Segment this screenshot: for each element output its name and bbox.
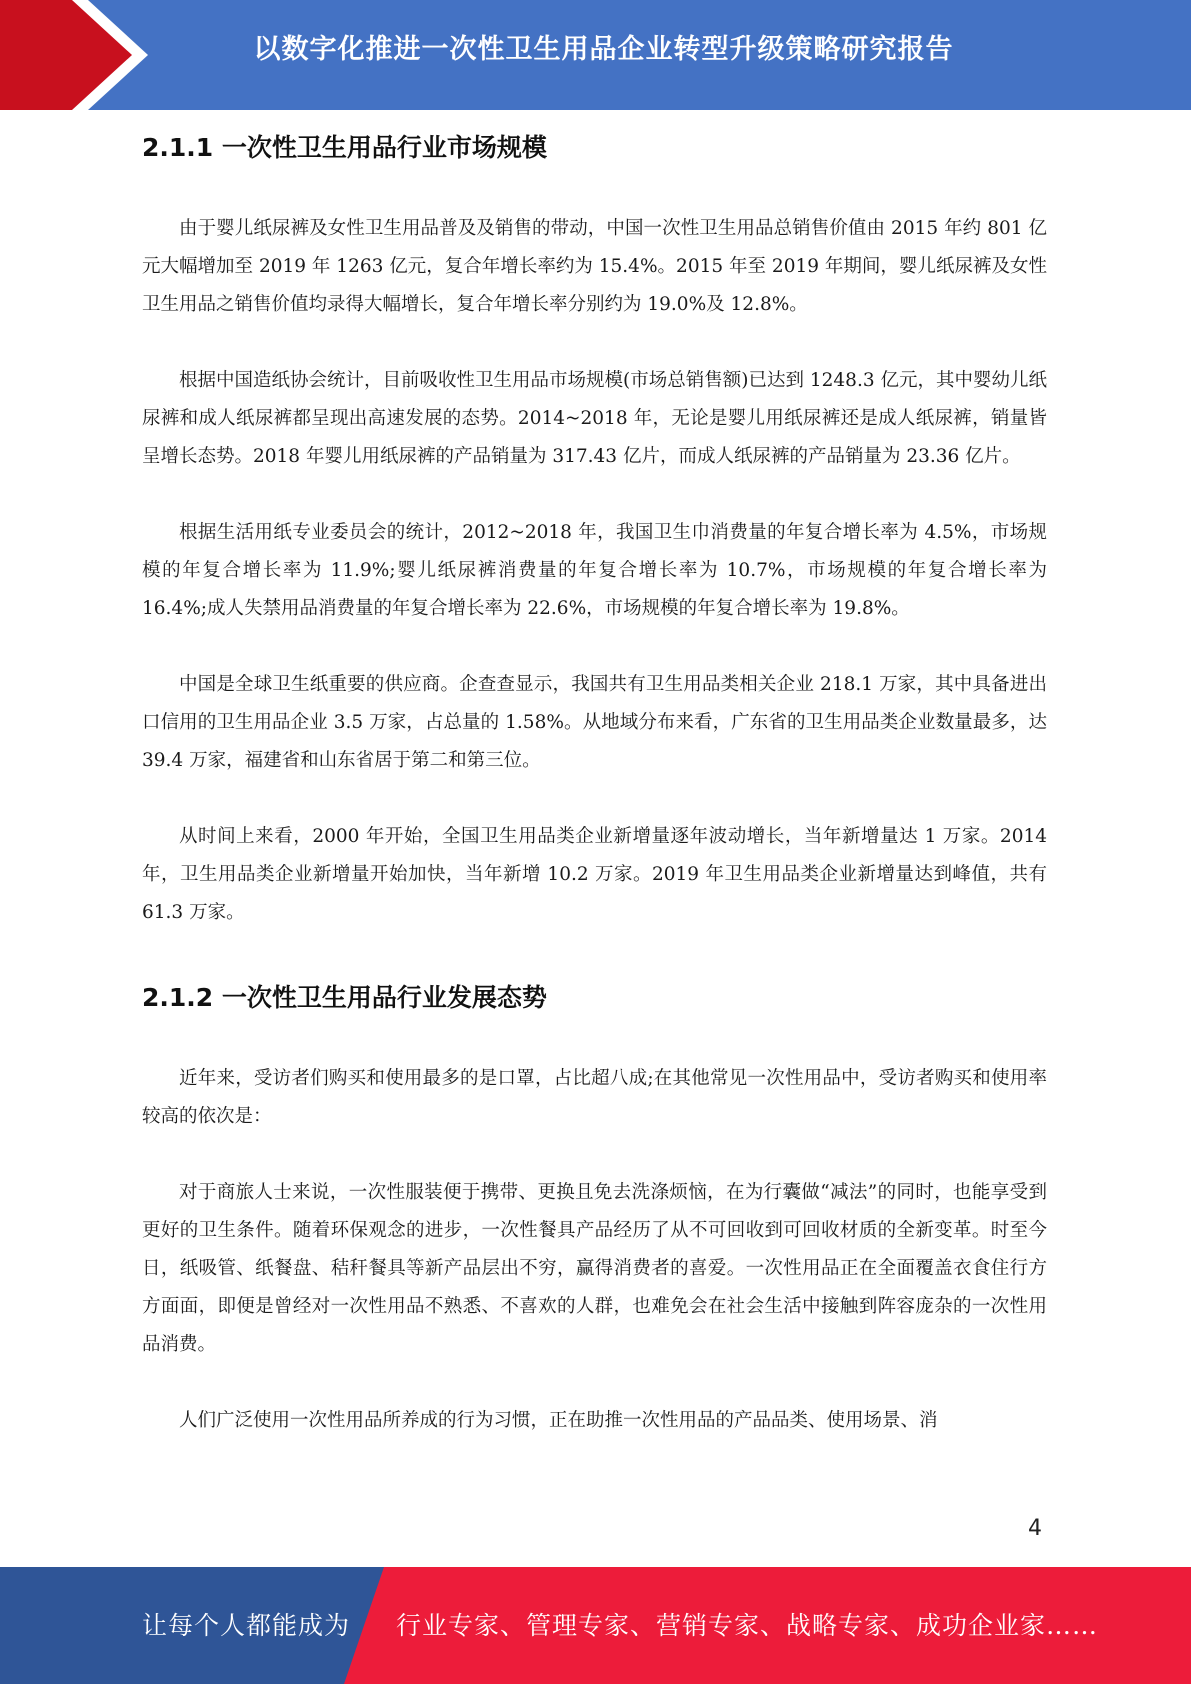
footer-slogan-left: 让每个人都能成为 — [142, 1611, 351, 1640]
footer-slogan-right: 行业专家、管理专家、营销专家、战略专家、成功企业家…… — [396, 1611, 1099, 1640]
paragraph: 对于商旅人士来说，一次性服装便于携带、更换且免去洗涤烦恼，在为行囊做“减法”的同时，也能享受到更好的卫生条件。随着环保观念的进步，一次性餐具产品经历了从不可回收到可回收材质的全新变革。时至今日，纸吸管、纸餐盘、秸秆餐具等新产品层出不穷，赢得消费者的喜爱。一次性用品正在全面覆盖衣食住行方方面面，即便是曾经对一次性用品不熟悉、不喜欢的人群，也难免会在社会生活中接触到阵容庞杂的一次性用品消费。 — [142, 1182, 1047, 1355]
paragraph: 根据生活用纸专业委员会的统计，2012~2018 年，我国卫生巾消费量的年复合增长率为 4.5%，市场规模的年复合增长率为 11.9%;婴儿纸尿裤消费量的年复合增长率为 10.7%，市场规模的年复合增长率为 16.4%;成人失禁用品消费量的年复合增长率为 22.6%，市场规模的年复合增长率为 19.8%。 — [142, 522, 1047, 619]
paragraph: 近年来，受访者们购买和使用最多的是口罩，占比超八成;在其他常见一次性用品中，受访者购买和使用率较高的依次是： — [142, 1068, 1047, 1127]
page-number: 4 — [1028, 1516, 1042, 1541]
page-content — [142, 120, 1047, 1478]
paragraph: 人们广泛使用一次性用品所养成的行为习惯，正在助推一次性用品的产品品类、使用场景、消 — [179, 1410, 938, 1431]
paragraph: 从时间上来看，2000 年开始，全国卫生用品类企业新增量逐年波动增长，当年新增量达 1 万家。2014 年，卫生用品类企业新增量开始加快，当年新增 10.2 万家。2019 年卫生用品类企业新增量达到峰值，共有 61.3 万家。 — [142, 826, 1047, 923]
section-heading-2-1-2: 2.1.2 一次性卫生用品行业发展态势 — [142, 983, 547, 1012]
paragraph: 中国是全球卫生纸重要的供应商。企查查显示，我国共有卫生用品类相关企业 218.1 万家，其中具备进出口信用的卫生用品企业 3.5 万家，占总量的 1.58%。从地域分布来看，广东省的卫生用品类企业数量最多，达 39.4 万家，福建省和山东省居于第二和第三位。 — [142, 674, 1047, 771]
page-header — [0, 0, 1191, 110]
paragraph: 根据中国造纸协会统计，目前吸收性卫生用品市场规模(市场总销售额)已达到 1248.3 亿元，其中婴幼儿纸尿裤和成人纸尿裤都呈现出高速发展的态势。2014~2018 年，无论是婴儿用纸尿裤还是成人纸尿裤，销量皆呈增长态势。2018 年婴儿用纸尿裤的产品销量为 317.43 亿片，而成人纸尿裤的产品销量为 23.36 亿片。 — [142, 370, 1047, 467]
report-title: 以数字化推进一次性卫生用品企业转型升级策略研究报告 — [253, 34, 954, 65]
paragraph: 由于婴儿纸尿裤及女性卫生用品普及及销售的带动，中国一次性卫生用品总销售价值由 2015 年约 801 亿元大幅增加至 2019 年 1263 亿元，复合年增长率约为 15.4%。2015 年至 2019 年期间，婴儿纸尿裤及女性卫生用品之销售价值均录得大幅增长，复合年增长率分别约为 19.0%及 12.8%。 — [142, 218, 1047, 315]
page-footer — [0, 1567, 1191, 1684]
section-heading-2-1-1: 2.1.1 一次性卫生用品行业市场规模 — [142, 133, 547, 162]
